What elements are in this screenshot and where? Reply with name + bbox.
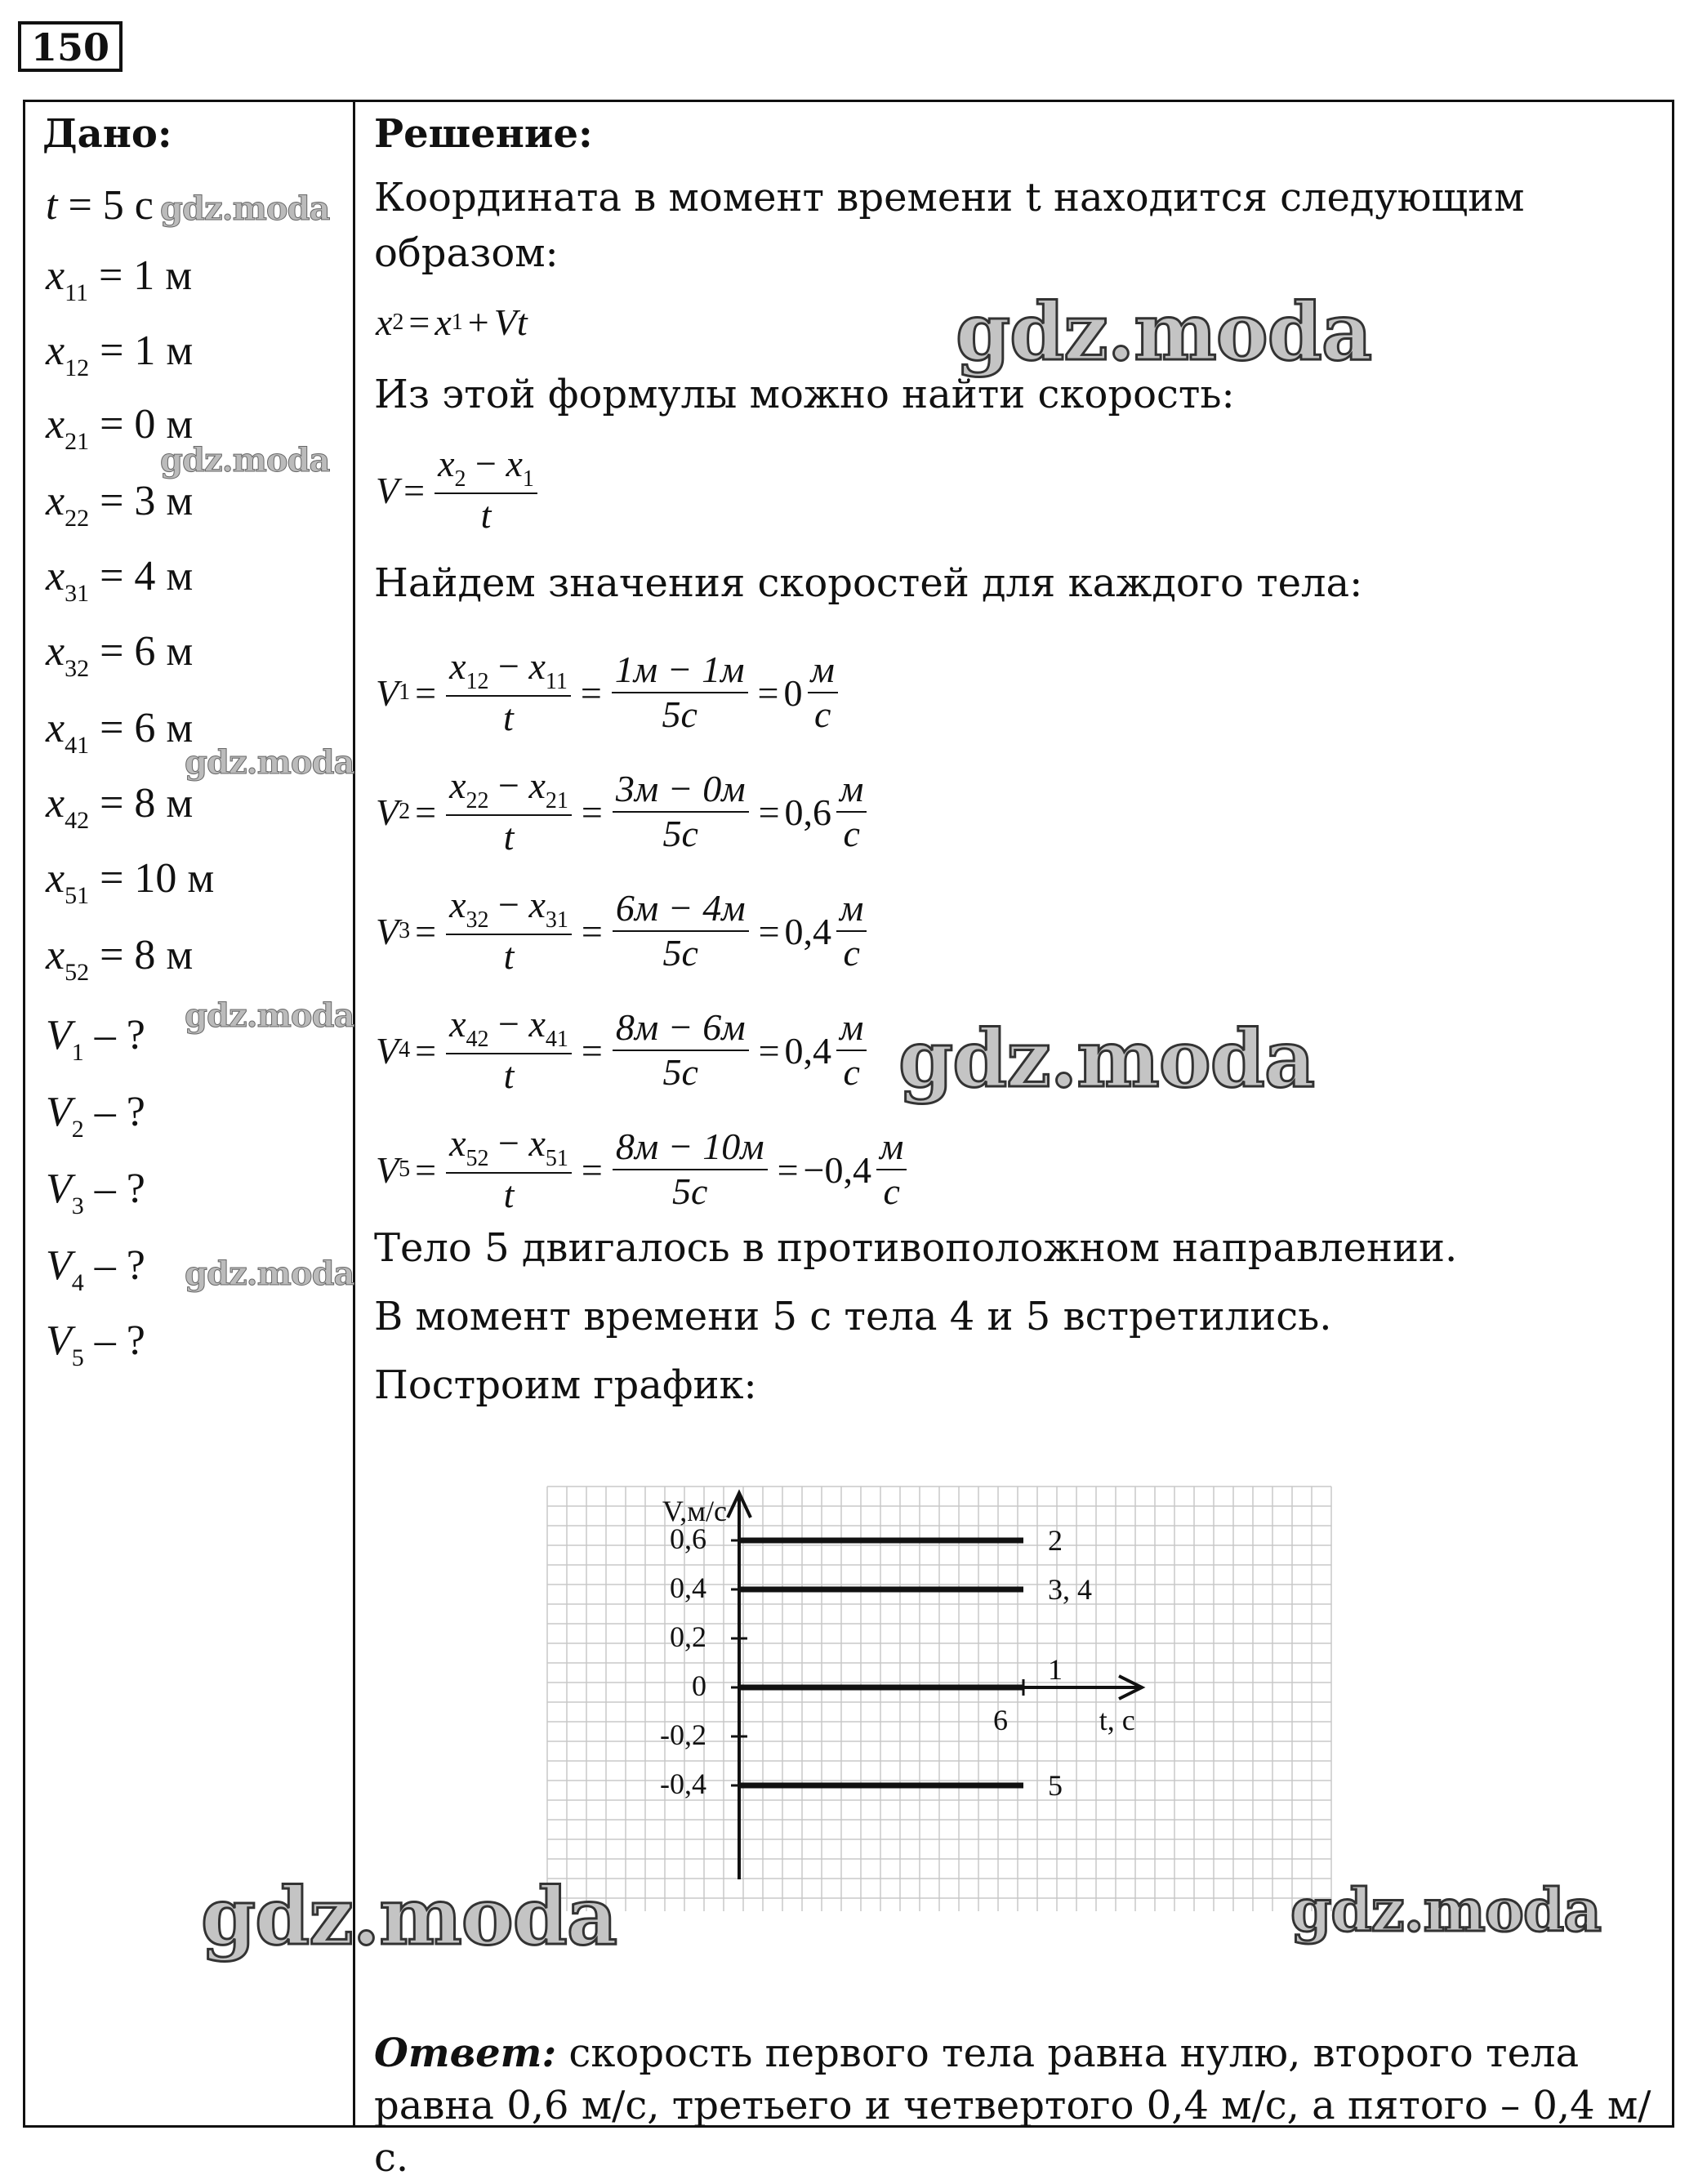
note-meeting: В момент времени 5 с тела 4 и 5 встретились. [374, 1294, 1332, 1339]
column-divider [353, 100, 355, 2128]
given-item: $V_5$ – ? [46, 1317, 145, 1371]
y-tick-label: -0,4 [660, 1767, 706, 1800]
given-item: t = 5 с [46, 182, 154, 229]
given-item: $x_{11} = 1$ м [46, 252, 193, 306]
given-item: $x_{42} = 8$ м [46, 780, 194, 834]
given-item: $x_{21} = 0$ м [46, 401, 194, 455]
watermark: gdz.moda [160, 189, 330, 228]
given-item: $x_{41} = 6$ м [46, 705, 194, 759]
graph-text: Построим график: [374, 1362, 757, 1408]
watermark: gdz.moda [160, 441, 330, 479]
given-item: $x_{52} = 8$ м [46, 932, 194, 986]
x-axis-label: t, с [1099, 1704, 1135, 1736]
velocity-formula: V 5 = $\frac{x_{52} - x_{51}}{t}$ = $\frac{8м - 10м}{5с}$ = −0,4 $\frac{м}{с}$ [376, 1122, 911, 1217]
velocity-formula: V 4 = $\frac{x_{42} - x_{41}}{t}$ = $\frac{8м - 6м}{5с}$ = 0,4 $\frac{м}{с}$ [376, 1003, 871, 1098]
y-tick-label: 0 [692, 1669, 706, 1702]
velocity-formula: V 1 = $\frac{x_{12} - x_{11}}{t}$ = $\frac{1м - 1м}{5с}$ = 0 $\frac{м}{с}$ [376, 645, 843, 740]
given-item: $V_4$ – ? [46, 1242, 145, 1296]
speed-text: Из этой формулы можно найти скорость: [374, 372, 1235, 417]
watermark: gdz.moda [898, 1013, 1315, 1105]
y-axis-label: V,м/с [662, 1495, 727, 1527]
watermark: gdz.moda [185, 1255, 354, 1293]
watermark: gdz.moda [201, 1870, 617, 1963]
y-tick-label: -0,2 [660, 1718, 706, 1751]
velocity-time-chart [523, 1470, 1356, 1928]
y-tick-label: 0,2 [670, 1620, 706, 1653]
velocity-formula: V 2 = $\frac{x_{22} - x_{21}}{t}$ = $\frac{3м - 0м}{5с}$ = 0,6 $\frac{м}{с}$ [376, 764, 871, 859]
answer-text: скорость первого тела равна нулю, второго тела равна 0,6 м/с, третьего и четвертого 0,4 м/с, а пятого – 0,4 м/с. [374, 2030, 1651, 2181]
intro-line-2: образом: [374, 230, 559, 276]
answer-block [374, 2027, 1665, 2184]
solution-heading: Решение: [374, 111, 593, 157]
given-heading: Дано: [42, 111, 172, 157]
series-label: 5 [1048, 1769, 1063, 1802]
note-opposite-direction: Тело 5 двигалось в противоположном направлении. [374, 1225, 1458, 1271]
answer-label: Ответ: [374, 2030, 557, 2076]
watermark: gdz.moda [1290, 1875, 1601, 1945]
series-label: 2 [1048, 1524, 1063, 1557]
formula-coordinate: x 2 = x 1 + Vt [376, 301, 528, 343]
y-tick-label: 0,6 [670, 1522, 706, 1555]
given-item: $x_{51} = 10$ м [46, 855, 215, 909]
given-item: $x_{22} = 3$ м [46, 478, 194, 532]
intro-line-1: Координата в момент времени t находится следующим [374, 175, 1525, 221]
find-text: Найдем значения скоростей для каждого тела: [374, 560, 1363, 606]
given-item: $V_3$ – ? [46, 1166, 145, 1219]
given-item: $x_{31} = 4$ м [46, 553, 194, 607]
watermark: gdz.moda [185, 996, 354, 1035]
x-tick-label: 6 [993, 1704, 1008, 1736]
given-item: $V_1$ – ? [46, 1012, 145, 1066]
problem-number: 150 [18, 21, 123, 72]
watermark: gdz.moda [956, 286, 1372, 378]
watermark: gdz.moda [185, 743, 354, 782]
series-label: 1 [1048, 1653, 1063, 1686]
given-item: $x_{32} = 6$ м [46, 628, 194, 682]
chart-grid [547, 1486, 1331, 1911]
given-item: $x_{12} = 1$ м [46, 328, 194, 381]
given-item: $V_2$ – ? [46, 1089, 145, 1143]
y-tick-label: 0,4 [670, 1571, 706, 1604]
velocity-formula: V 3 = $\frac{x_{32} - x_{31}}{t}$ = $\frac{6м - 4м}{5с}$ = 0,4 $\frac{м}{с}$ [376, 884, 871, 978]
series-label: 3, 4 [1048, 1573, 1092, 1606]
formula-velocity: V = $\frac{x_2 - x_1}{t}$ [376, 443, 542, 537]
